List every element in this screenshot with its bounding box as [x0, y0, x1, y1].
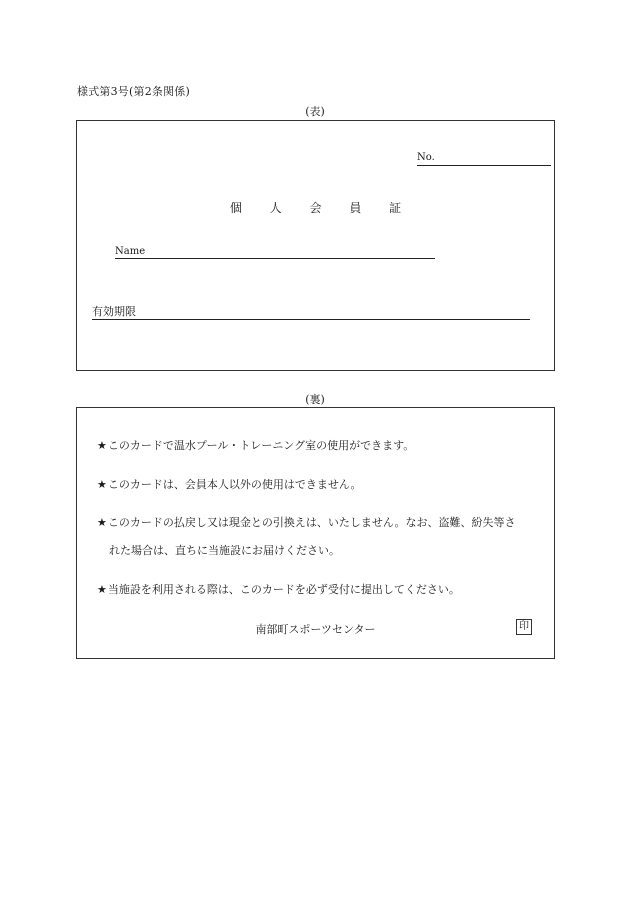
back-side-label: (裏): [305, 393, 325, 406]
note-text: このカードで温水プール・トレーニング室の使用ができます。: [107, 439, 415, 452]
star-icon: ★: [97, 583, 107, 596]
name-field: [115, 246, 435, 259]
card-title-char: 人: [269, 201, 282, 215]
form-number-label: 様式第3号(第2条関係): [77, 85, 190, 98]
front-side-label: (表): [305, 105, 325, 118]
star-icon: ★: [97, 516, 107, 529]
expiry-field: [92, 306, 530, 320]
member-card-back: [76, 407, 555, 659]
usage-note: [97, 583, 460, 597]
expiry-label: 有効期限: [92, 305, 136, 318]
card-title-char: 個: [229, 201, 242, 215]
card-title-char: 証: [389, 201, 402, 215]
note-text: 当施設を利用される際は、このカードを必ず受付に提出してください。: [107, 583, 460, 596]
member-card-front: [76, 120, 555, 371]
usage-note: [97, 516, 516, 530]
card-number-field: [417, 152, 551, 166]
note-text: このカードの払戻し又は現金との引換えは、いたしません。なお、盗難、紛失等さ: [107, 516, 516, 529]
usage-note-continued: れた場合は、直ちに当施設にお届けください。: [109, 544, 340, 557]
card-number-label: No.: [417, 152, 435, 163]
star-icon: ★: [97, 478, 107, 491]
card-title-char: 会: [309, 201, 322, 215]
card-title-char: 員: [349, 201, 362, 215]
usage-note: [97, 478, 362, 492]
note-text: このカードは、会員本人以外の使用はできません。: [107, 478, 362, 491]
card-title: [77, 199, 554, 216]
seal-stamp: 印: [516, 619, 532, 635]
star-icon: ★: [97, 439, 107, 452]
name-label: Name: [115, 246, 146, 257]
organization-name: 南部町スポーツセンター: [255, 623, 376, 636]
usage-note: [97, 439, 414, 453]
